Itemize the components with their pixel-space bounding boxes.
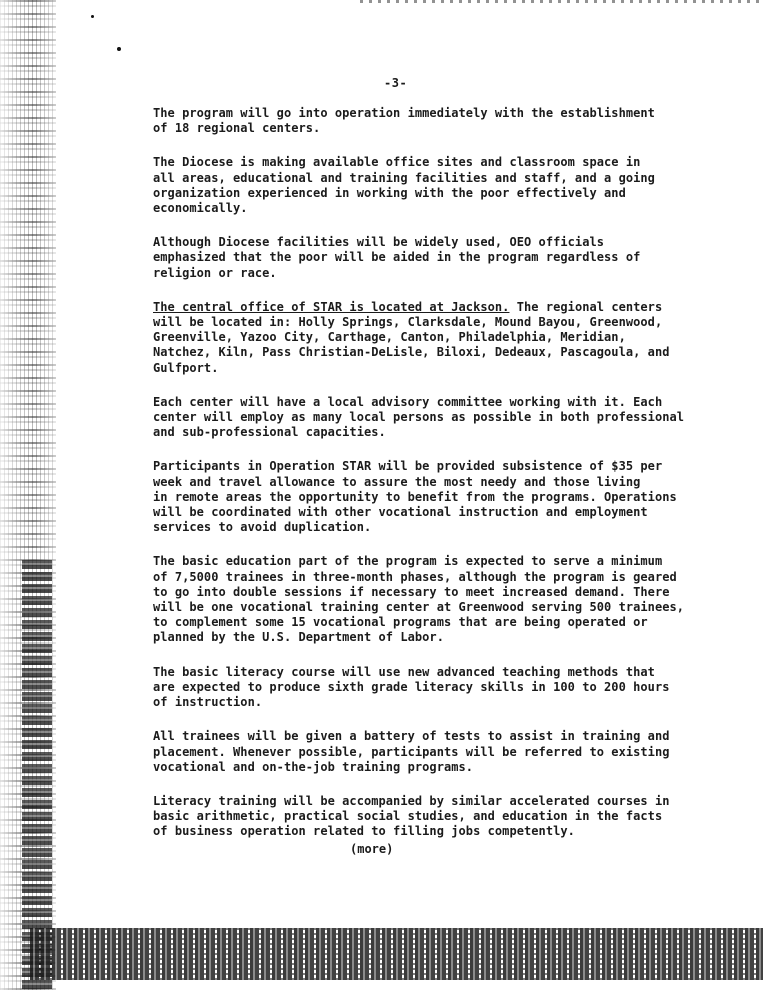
- scan-bottom-edge-noise: [30, 928, 763, 980]
- more-marker: (more): [350, 842, 394, 856]
- paragraph: Literacy training will be accompanied by similar accelerated courses in basic arithmetic, practical social studies, and education in the facts of business operation related to filling jobs competently.: [153, 793, 670, 839]
- paragraph: Participants in Operation STAR will be provided subsistence of $35 per week and travel allowance to assure the most needy and those living in remote areas the opportunity to benefit from the programs. Operations will be coordinated with other vocational instruction and employment services to avoid duplication.: [153, 459, 677, 535]
- paragraph: The Diocese is making available office sites and classroom space in all areas, educational and training facilities and staff, and a going organization experienced in working with the poor effectively and economically.: [153, 155, 655, 216]
- paragraph: The basic education part of the program is expected to serve a minimum of 7,5000 trainees in three-month phases, although the program is geared to go into double sessions if necessary to meet increased demand. There will be one vocational training center at Greenwood serving 500 trainees, to complement some 15 vocational programs that are being operated or planned by the U.S. Department of Labor.: [153, 554, 685, 645]
- scan-speck: [117, 47, 121, 51]
- paragraph: The program will go into operation immediately with the establishment of 18 regional centers.: [153, 106, 655, 136]
- scan-top-dotted-edge: [360, 0, 763, 3]
- paragraph: All trainees will be given a battery of tests to assist in training and placement. Whenever possible, participants will be referred to existing vocational and on-the-job training programs.: [153, 729, 670, 774]
- paragraph: The basic literacy course will use new advanced teaching methods that are expected to produce sixth grade literacy skills in 100 to 200 hours of instruction.: [153, 664, 670, 710]
- scan-speck: [91, 15, 94, 18]
- paragraph: Although Diocese facilities will be widely used, OEO officials emphasized that the poor will be aided in the program regardless of religion or race.: [153, 235, 641, 280]
- paragraph: Each center will have a local advisory committee working with it. Each center will employ as many local persons as possible in both professional and sub-professional capacities.: [153, 394, 685, 440]
- page-number: -3-: [384, 76, 408, 90]
- document-body: [153, 106, 713, 859]
- scan-left-edge-dark: [22, 560, 52, 990]
- central-office-sentence: The central office of STAR is located at Jackson.: [153, 299, 510, 314]
- paragraph-central-office: [153, 300, 713, 376]
- regional-centers-text: The regional centers will be located in: Holly Springs, Clarksdale, Mound Bayou, Greenwood, Greenville, Yazoo City, Carthage, Canton, Philadelphia, Meridian, Natchez, Kiln, Pass Christian-DeLisle, Biloxi, Dedeaux, Pascagoula, and Gulfport.: [153, 299, 670, 375]
